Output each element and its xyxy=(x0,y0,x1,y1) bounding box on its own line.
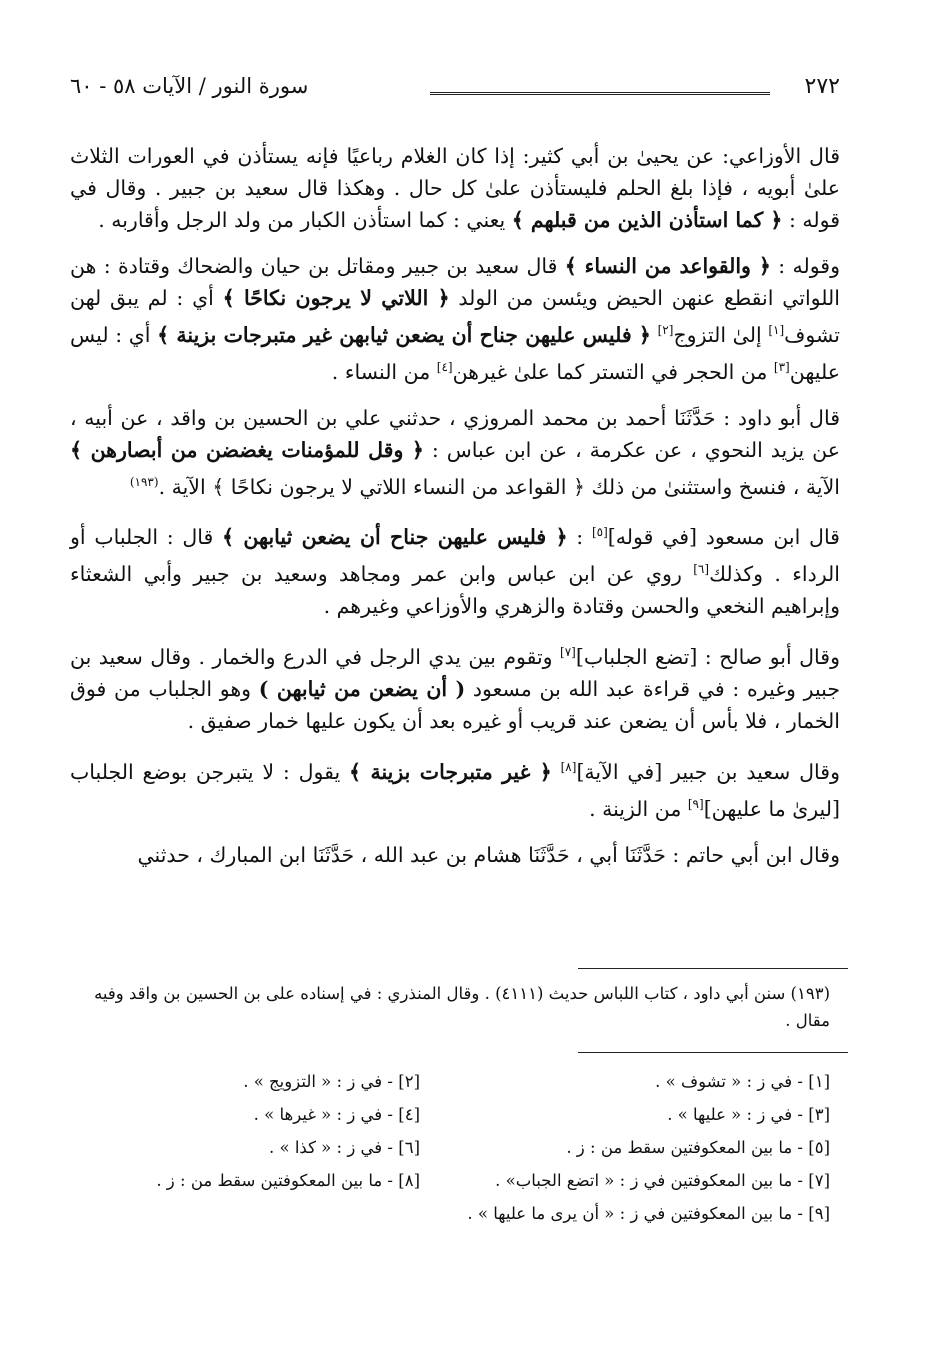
footnote: [٩] - ما بين المعكوفتين في ز : « أن يرى ما عليها » . xyxy=(467,1204,830,1223)
quran-quote: ﴿ فليس عليهن جناح أن يضعن ثيابهن ﴾ xyxy=(222,525,568,550)
text-run: قال : الجلباب أو الرداء . وكذلك xyxy=(70,525,840,587)
quran-quote: ﴿ والقواعد من النساء ﴾ xyxy=(564,254,771,278)
running-header xyxy=(70,74,840,108)
paragraph xyxy=(70,402,840,503)
text-run: قال سعيد بن جبير ومقاتل بن حيان والضحاك وقتادة : هن اللواتي انقطع عنهن الحيض ويئسن من الولد xyxy=(70,254,840,310)
footnote-marker: [٩] xyxy=(687,796,704,811)
quran-quote: ﴿ فليس عليهن جناح أن يضعن ثيابهن غير متبرجات بزينة ﴾ xyxy=(157,322,651,347)
text-run: روي عن ابن عباس وابن عمر ومجاهد وسعيد بن جبير وأبي الشعثاء وإبراهيم النخعي والحسن وقتادة والزهري والأوزاعي وغيرهم . xyxy=(70,562,840,619)
text-run: يعني : كما استأذن الكبار من ولد الرجل وأقاربه . xyxy=(98,208,512,232)
paragraph xyxy=(70,516,840,622)
footnote-row xyxy=(70,1072,830,1105)
header-title: سورة النور / الآيات ٥٨ - ٦٠ xyxy=(70,74,309,98)
text-run: من الحجر في التستر كما علىٰ غيرهن xyxy=(452,359,774,384)
text-run: الآية . xyxy=(158,474,213,499)
header-rule xyxy=(430,92,770,98)
footnote: [٦] - في ز : « كذا » . xyxy=(269,1138,420,1157)
text-run: وقال أبو صالح : [تضع الجلباب] xyxy=(575,644,840,669)
text-run: وقوله : xyxy=(770,254,840,278)
hadith-footnote: (١٩٣) سنن أبي داود ، كتاب اللباس حديث (٤١١١) . وقال المنذري : في إسناده على بن الحسين بن واقد وفيه مقال . xyxy=(94,984,830,1030)
footnote: [٥] - ما بين المعكوفتين سقط من : ز . xyxy=(566,1138,830,1157)
text-run: قال ابن مسعود [في قوله] xyxy=(607,525,840,550)
text-run: من النساء . xyxy=(331,359,437,384)
variant-footnotes xyxy=(70,1072,830,1237)
text-run: يقول : لا يتبرجن بوضع الجلباب [ليرىٰ ما عليهن] xyxy=(70,759,840,821)
paragraph xyxy=(70,250,840,388)
footnote: [٨] - ما بين المعكوفتين سقط من : ز . xyxy=(156,1171,420,1190)
footnote-marker: [٧] xyxy=(560,645,576,660)
quran-quote: ( أن يضعن من ثيابهن ) xyxy=(258,676,466,701)
text-run xyxy=(552,760,561,784)
text-run: قال أبو داود : حَدَّثَنَا أحمد بن محمد المروزي ، حدثني علي بن الحسين بن واقد ، عن أبيه ، عن يزيد النحوي ، عن عكرمة ، عن ابن عباس : xyxy=(70,405,840,462)
text-run: قال الأوزاعي: عن يحيىٰ بن أبي كثير: إذا كان الغلام رباعيًا فإنه يستأذن في العورات الثلاث علىٰ أبويه ، فإذا بلغ الحلم فليستأذن علىٰ كل حال . وهكذا قال سعيد بن جبير . وقال في قوله : xyxy=(70,144,840,232)
text-run: إلىٰ التزوج xyxy=(673,322,769,347)
footnote-marker: (١٩٣) xyxy=(129,474,159,489)
text-run: ﴿ القواعد من النساء اللاتي لا يرجون نكاحًا ﴾ xyxy=(212,474,586,499)
footnote-divider xyxy=(578,968,848,969)
text-run: : xyxy=(567,525,592,550)
footnote: [٣] - في ز : « عليها » . xyxy=(667,1105,830,1124)
text-run: وقال سعيد بن جبير [في الآية] xyxy=(576,759,840,784)
footnote-marker: [٦] xyxy=(693,562,710,577)
footnote-divider-2 xyxy=(578,1052,848,1053)
paragraph xyxy=(70,140,840,236)
footnote: [٢] - في ز : « التزويج » . xyxy=(243,1072,420,1091)
footnote-row xyxy=(70,1105,830,1138)
text-run: الآية ، فنسخ واستثنىٰ من ذلك xyxy=(585,474,840,499)
footnote: [٤] - في ز : « غيرها » . xyxy=(253,1105,420,1124)
paragraph xyxy=(70,751,840,825)
footnote-marker: [٤] xyxy=(436,359,453,374)
footnote: [٧] - ما بين المعكوفتين في ز : « اتضع الجباب» . xyxy=(495,1171,830,1190)
footnote-row xyxy=(70,1138,830,1171)
footnote: [١] - في ز : « تشوف » . xyxy=(655,1072,830,1091)
text-run: وتقوم بين يدي الرجل في الدرع والخمار . وقال سعيد بن جبير وغيره : في قراءة عبد الله بن مسعود xyxy=(70,644,840,701)
quran-quote: ﴿ وقل للمؤمنات يغضضن من أبصارهن ﴾ xyxy=(70,437,424,462)
text-run: من الزينة . xyxy=(589,796,688,821)
footnote-marker: [٢] xyxy=(657,323,674,337)
main-text xyxy=(70,140,840,885)
footnote-marker: [٣] xyxy=(773,359,790,374)
text-run: أي : لم يبق لهن تشوف xyxy=(70,286,840,347)
text-run: أي : ليس عليهن xyxy=(70,322,840,384)
text-run: وهو الجلباب من فوق الخمار ، فلا بأس أن يضعن عند قريب أو غيره بعد أن يكون عليها خمار صفيق . xyxy=(70,676,840,733)
footnote-marker: [٨] xyxy=(560,759,577,774)
text-run xyxy=(651,323,658,347)
paragraph xyxy=(70,839,840,871)
footnote-row xyxy=(70,1171,830,1204)
quran-quote: ﴿ غير متبرجات بزينة ﴾ xyxy=(349,759,552,784)
paragraph xyxy=(70,636,840,737)
page-number: ٢٧٢ xyxy=(804,74,840,99)
text-run: وقال ابن أبي حاتم : حَدَّثَنَا أبي ، حَدَّثَنَا هشام بن عبد الله ، حَدَّثَنَا ابن المبارك ، حدثني xyxy=(137,842,840,867)
quran-quote: ﴿ كما استأذن الذين من قبلهم ﴾ xyxy=(511,208,783,232)
footnote-marker: [٥] xyxy=(591,525,608,540)
footnote-marker: [١] xyxy=(768,323,785,337)
footnote-row xyxy=(70,1204,830,1237)
quran-quote: ﴿ اللاتي لا يرجون نكاحًا ﴾ xyxy=(222,286,450,310)
